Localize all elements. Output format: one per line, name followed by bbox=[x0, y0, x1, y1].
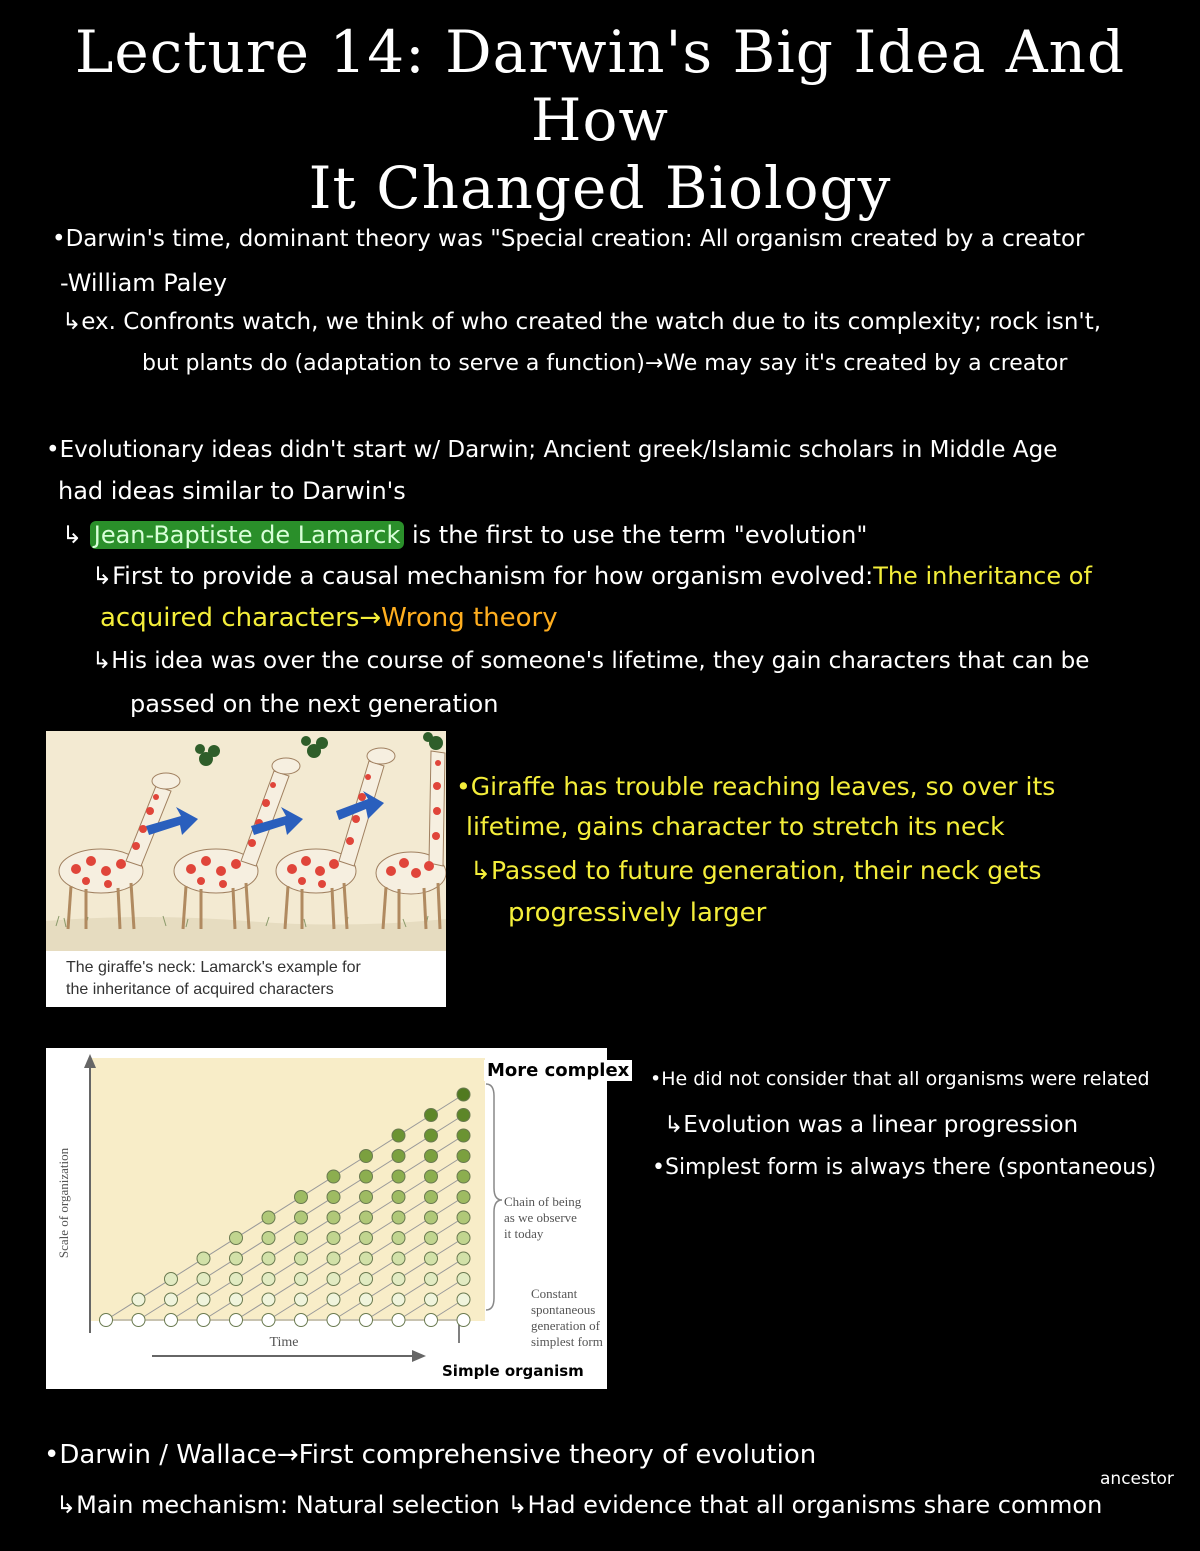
chain-of-being-figure bbox=[46, 1048, 607, 1389]
organism-node bbox=[457, 1252, 470, 1265]
organism-node bbox=[457, 1088, 470, 1101]
organism-node bbox=[262, 1252, 275, 1265]
organism-node bbox=[360, 1150, 373, 1163]
organism-node bbox=[197, 1252, 210, 1265]
note-acquired-characters bbox=[100, 603, 558, 633]
y-axis-label: Scale of organization bbox=[56, 1147, 71, 1259]
organism-node bbox=[230, 1273, 243, 1286]
organism-node bbox=[327, 1273, 340, 1286]
organism-node bbox=[457, 1109, 470, 1122]
chain-note-3: •Simplest form is always there (spontaneous) bbox=[652, 1155, 1157, 1180]
organism-node bbox=[457, 1170, 470, 1183]
caption-line-1: The giraffe's neck: Lamarck's example for bbox=[66, 959, 361, 976]
organism-node bbox=[392, 1293, 405, 1306]
organism-node bbox=[425, 1129, 438, 1142]
note-lamarck-line bbox=[62, 520, 867, 550]
organism-node bbox=[327, 1232, 340, 1245]
lamarck-highlight: Jean-Baptiste de Lamarck bbox=[90, 521, 405, 549]
giraffe-note-2: lifetime, gains character to stretch its neck bbox=[466, 812, 1005, 841]
organism-node bbox=[425, 1211, 438, 1224]
organism-node bbox=[360, 1314, 373, 1327]
chain-label-1: Chain of being bbox=[504, 1194, 582, 1209]
organism-node bbox=[327, 1211, 340, 1224]
organism-node bbox=[457, 1150, 470, 1163]
organism-node bbox=[295, 1191, 308, 1204]
giraffe-note-4: progressively larger bbox=[508, 898, 767, 928]
simple-organism-label: Simple organism bbox=[442, 1362, 584, 1380]
organism-node bbox=[425, 1109, 438, 1122]
organism-node bbox=[262, 1211, 275, 1224]
organism-node bbox=[360, 1191, 373, 1204]
organism-node bbox=[425, 1314, 438, 1327]
organism-node bbox=[360, 1211, 373, 1224]
chain-note-2: ↳Evolution was a linear progression bbox=[664, 1112, 1079, 1138]
organism-node bbox=[197, 1293, 210, 1306]
chain-label-2: as we observe bbox=[504, 1210, 577, 1225]
footer-darwin-wallace: •Darwin / Wallace→First comprehensive theory of evolution bbox=[44, 1440, 817, 1470]
organism-node bbox=[262, 1273, 275, 1286]
time-arrowhead bbox=[412, 1350, 426, 1362]
organism-node bbox=[457, 1232, 470, 1245]
organism-node bbox=[132, 1293, 145, 1306]
organism-node bbox=[457, 1129, 470, 1142]
organism-node bbox=[425, 1170, 438, 1183]
organism-node bbox=[262, 1314, 275, 1327]
organism-node bbox=[197, 1273, 210, 1286]
organism-node bbox=[165, 1314, 178, 1327]
organism-node bbox=[457, 1314, 470, 1327]
organism-node bbox=[392, 1211, 405, 1224]
chain-note-1: •He did not consider that all organisms were related bbox=[650, 1068, 1150, 1090]
organism-node bbox=[262, 1232, 275, 1245]
lamarck-evolution-term: is the first to use the term "evolution" bbox=[411, 521, 868, 549]
organism-node bbox=[360, 1252, 373, 1265]
giraffe-note-1: •Giraffe has trouble reaching leaves, so over its bbox=[456, 772, 1056, 801]
x-axis-label: Time bbox=[269, 1335, 299, 1350]
organism-node bbox=[425, 1273, 438, 1286]
organism-node bbox=[360, 1170, 373, 1183]
chain-label-3: it today bbox=[504, 1226, 544, 1241]
constant-generation-label bbox=[531, 1286, 603, 1350]
organism-node bbox=[457, 1273, 470, 1286]
giraffe-note-3: ↳Passed to future generation, their neck gets bbox=[470, 856, 1042, 885]
organism-node bbox=[425, 1150, 438, 1163]
const-label-3: generation of bbox=[531, 1318, 600, 1333]
footer-natural-selection: ↳Main mechanism: Natural selection ↳Had evidence that all organisms share common bbox=[56, 1491, 1103, 1519]
organism-node bbox=[425, 1232, 438, 1245]
organism-node bbox=[327, 1293, 340, 1306]
chain-label bbox=[504, 1194, 581, 1242]
note-plants-adaptation: but plants do (adaptation to serve a function)→We may say it's created by a creator bbox=[142, 351, 1068, 376]
note-special-creation: •Darwin's time, dominant theory was "Special creation: All organism created by a creator bbox=[52, 226, 1085, 252]
note-ideas-similar: had ideas similar to Darwin's bbox=[58, 477, 406, 505]
organism-node bbox=[295, 1314, 308, 1327]
organism-node bbox=[100, 1314, 113, 1327]
organism-node bbox=[392, 1191, 405, 1204]
organism-node bbox=[425, 1293, 438, 1306]
organism-node bbox=[327, 1170, 340, 1183]
organism-node bbox=[230, 1232, 243, 1245]
organism-node bbox=[392, 1129, 405, 1142]
organism-node bbox=[392, 1252, 405, 1265]
giraffe-caption bbox=[66, 957, 436, 1001]
organism-node bbox=[392, 1273, 405, 1286]
giraffe-illustration bbox=[46, 731, 446, 951]
note-next-generation: passed on the next generation bbox=[130, 690, 499, 718]
organism-node bbox=[230, 1252, 243, 1265]
title-line-2: It Changed Biology bbox=[308, 154, 892, 222]
const-label-2: spontaneous bbox=[531, 1302, 596, 1317]
giraffe-figure bbox=[46, 731, 446, 1007]
note-causal-mechanism bbox=[92, 561, 1092, 591]
organism-node bbox=[262, 1293, 275, 1306]
organism-node bbox=[457, 1293, 470, 1306]
chain-brace bbox=[486, 1084, 502, 1310]
organism-node bbox=[392, 1150, 405, 1163]
organism-node bbox=[360, 1232, 373, 1245]
organism-node bbox=[327, 1191, 340, 1204]
note-watch-example: ↳ex. Confronts watch, we think of who created the watch due to its complexity; rock isn't, bbox=[62, 309, 1102, 335]
organism-node bbox=[230, 1314, 243, 1327]
organism-node bbox=[425, 1191, 438, 1204]
organism-node bbox=[197, 1314, 210, 1327]
note-william-paley: -William Paley bbox=[60, 269, 228, 297]
wrong-theory-text: Wrong theory bbox=[381, 603, 558, 633]
organism-node bbox=[230, 1293, 243, 1306]
organism-node bbox=[327, 1252, 340, 1265]
organism-node bbox=[327, 1314, 340, 1327]
causal-mechanism-text: ↳First to provide a causal mechanism for how organism evolved: bbox=[92, 562, 874, 590]
acquired-characters-text: acquired characters→ bbox=[100, 603, 382, 633]
organism-node bbox=[360, 1293, 373, 1306]
organism-node bbox=[295, 1273, 308, 1286]
inheritance-text: The inheritance of bbox=[873, 562, 1092, 590]
organism-node bbox=[392, 1170, 405, 1183]
caption-line-2: the inheritance of acquired characters bbox=[66, 981, 334, 998]
organism-node bbox=[360, 1273, 373, 1286]
organism-node bbox=[457, 1211, 470, 1224]
footer-ancestor: ancestor bbox=[1100, 1469, 1174, 1489]
organism-node bbox=[295, 1293, 308, 1306]
const-label-4: simplest form bbox=[531, 1334, 603, 1349]
organism-node bbox=[295, 1252, 308, 1265]
title-line-1: Lecture 14: Darwin's Big Idea And How bbox=[74, 18, 1126, 154]
note-lifetime-idea: ↳His idea was over the course of someone's lifetime, they gain characters that can be bbox=[92, 648, 1090, 674]
note-evolutionary-ideas: •Evolutionary ideas didn't start w/ Darwin; Ancient greek/Islamic scholars in Middle Age bbox=[46, 437, 1058, 463]
organism-node bbox=[457, 1191, 470, 1204]
more-complex-label: More complex bbox=[484, 1060, 632, 1081]
organism-node bbox=[392, 1314, 405, 1327]
organism-node bbox=[132, 1314, 145, 1327]
organism-node bbox=[295, 1211, 308, 1224]
organism-node bbox=[295, 1232, 308, 1245]
organism-node bbox=[165, 1273, 178, 1286]
organism-node bbox=[425, 1252, 438, 1265]
arrow-glyph: ↳ bbox=[62, 521, 83, 549]
lecture-title bbox=[20, 18, 1180, 222]
organism-node bbox=[392, 1232, 405, 1245]
const-label-1: Constant bbox=[531, 1286, 578, 1301]
organism-node bbox=[165, 1293, 178, 1306]
